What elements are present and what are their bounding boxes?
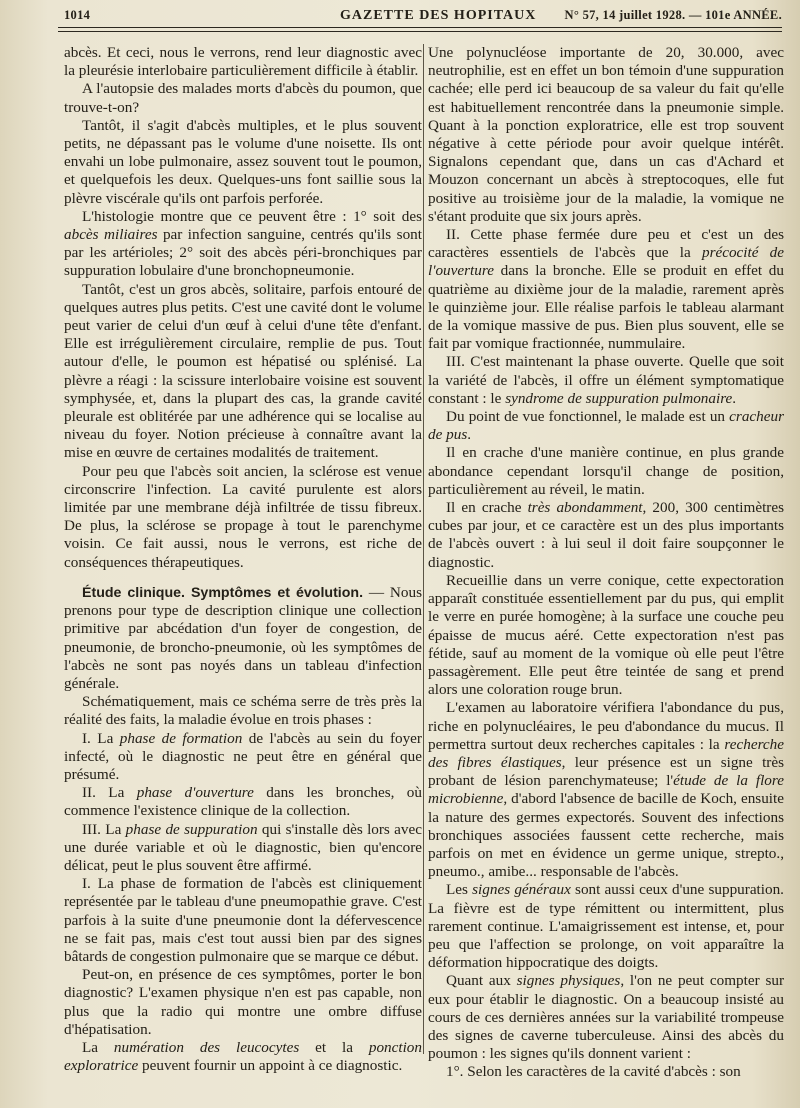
text-run: , 200, 300 centimètres cubes par jour, et ce caractère est un des plus importants de l'abcès ouvert : à lui seul il doit faire soupçonner le diagnostic. [428,499,784,571]
paragraph: Une polynucléose importante de 20, 30.000, avec neutrophilie, est en effet un bon témoin d'une suppuration cachée; elle perd ici beaucoup de sa valeur du fait qu'elle est habituellement rencontrée dans la pneumonie simple. Quant à la ponction exploratrice, elle est trop souvent négative à cette période pour avoir quelque intérêt. Signalons cependant que, dans un cas d'Achard et Mouzon concernant un abcès à streptocoques, elle fut positive au troisième jour de la maladie, la vomique ne s'étant produite que six jours après. [428,44,784,225]
italic-term: précocité de l'ouverture [428,244,784,280]
journal-title: GAZETTE DES HOPITAUX [340,8,537,23]
text-run: II. La [82,784,137,802]
text-run: — Nous prenons pour type de description clinique une collection primitive par abcédation d'un foyer de congestion, de pneumonie, de broncho-pneumonie, où les symptômes de l'abcès ne sont pas noyés dans un tableau d'infection générale. [64,583,422,692]
italic-term: phase de formation [119,729,243,747]
paragraph: Il en crache d'une manière continue, en plus grande abondance cependant lorsqu'il change de position, particulièrement au réveil, le matin. [428,444,784,498]
paragraph [428,699,784,881]
text-run: sont aussi ceux d'une suppuration. La fièvre est de type rémittent ou intermittent, plus rarement continue. L'amaigrissement est intense, et, pour peu que l'affection se prolonge, on voit apparaître la déformation hippocratique des doigts. [428,881,784,972]
column-divider [423,44,424,1054]
issue-info: N° 57, 14 juillet 1928. — 101e ANNÉE. [564,8,782,22]
italic-term: étude de la flore microbienne [428,772,784,808]
text-run: Il en crache [446,499,528,517]
paragraph [428,408,784,444]
paragraph: A l'autopsie des malades morts d'abcès du poumon, que trouve-t-on? [64,80,422,116]
running-head [64,8,782,28]
paragraph: I. La phase de formation de l'abcès est cliniquement représentée par le tableau d'une pneumopathie grave. C'est parfois à la suite d'une pneumonie dont la défervescence ne se fait pas, mais c'est tout aussi bien par des signes bâtards de congestion pulmonaire que se marque ce début. [64,875,422,965]
text-run: , d'abord l'absence de bacille de Koch, ensuite la nature des germes expectorés. Souvent des infections bronchiques associées faussent cette recherche, mais parfois on met en évidence un germe unique, strepto., pneumo., amibe... responsable de l'abcès. [428,790,784,881]
paragraph: 1°. Selon les caractères de la cavité d'abcès : son [446,1063,741,1081]
text-run: Du point de vue fonctionnel, le malade est un [446,408,730,426]
text-run: L'histologie montre que ce peuvent être : 1° soit des [82,207,422,225]
italic-term: recherche des fibres élastiques [428,735,784,771]
paragraph [428,226,784,353]
text-run: dans les bronches, où commence l'existence clinique de la collection. [64,784,422,820]
text-run: et la [299,1038,369,1056]
header-rule [58,27,782,32]
text-run: Quant aux [446,972,517,990]
italic-term: syndrome de suppuration pulmonaire [505,389,733,407]
paragraph: abcès. Et ceci, nous le verrons, rend leur diagnostic avec la pleurésie interlobaire particulièrement difficile à établir. [64,44,422,80]
italic-term: ponction exploratrice [64,1038,422,1075]
italic-term: phase d'ouverture [136,784,254,802]
text-run: qui s'installe dès lors avec une durée variable et où le diagnostic, bien qu'encore délicat, peut le plus souvent être affirmé. [64,820,422,874]
text-run: II. Cette phase fermée dure peu et c'est un des caractères essentiels de l'abcès que la [428,226,784,262]
text-run: , leur présence est un signe très probant de lésion parenchymateuse; l' [428,753,784,790]
paragraph [428,972,784,1063]
text-run: peuvent fournir un appoint à ce diagnostic. [138,1057,403,1075]
paragraph [64,730,422,785]
paragraph [64,208,422,281]
text-run: III. La [82,820,126,838]
left-column [64,44,422,1094]
paragraph: Recueillie dans un verre conique, cette expectoration apparaît constituée essentiellement par du pus, qui emplit le verre en purée homogène; à la surface une couche peu épaisse de mucus aéré. Cette expectoration n'est pas fétide, sauf au moment de la vomique où elle peut l'être passagèrement. Elle peut être teintée de sang et prend alors une coloration rouge brun. [428,571,784,699]
italic-term: phase de suppuration [125,820,258,838]
text-run: , l'on ne peut compter sur eux pour établir le diagnostic. On a beaucoup insisté au cours de ces dernières années sur la variabilité trompeuse des signes de caverne tuberculeuse. Ainsi des abcès du poumon : les signes qu'ils donnent varient : [428,972,784,1063]
text-run: . [732,389,737,407]
paragraph [64,1039,422,1075]
right-column [428,44,784,1094]
paragraph [428,881,784,972]
text-run: . [467,426,472,444]
paragraph: Peut-on, en présence de ces symptômes, porter le bon diagnostic? L'examen physique n'en est pas capable, non plus que la radio qui montre une ombre diffuse d'hépatisation. [64,966,422,1038]
italic-term: signes physiques [516,972,621,990]
text-run: L'examen au laboratoire vérifiera l'abondance du pus, riche en polynucléaires, le peu d'abondance du mucus. Il permettra surtout deux recherches capitales : la [428,699,784,753]
text-run: dans la bronche. Elle se produit en effet du quatrième au dixième jour de la maladie, rarement après le quinzième jour. Elle réalise parfois le tableau alarmant de la vomique massive de pus. Bien plus souvent, elle se fait par vomique fractionnée, nummulaire. [428,262,784,353]
page-number: 1014 [64,8,91,22]
section-heading: Étude clinique. Symptômes et évolution. [82,584,364,601]
italic-term: abcès miliaires [64,226,158,244]
text-run: La [82,1038,114,1056]
paragraph: Tantôt, c'est un gros abcès, solitaire, parfois entouré de quelques autres plus petits. C'est une cavité dont le volume peut varier de celui d'un œuf à celui d'une tête d'enfant. Elle est irrégulièrement circulaire, remplie de pus. Tout autour d'elle, le poumon est hépatisé ou splénisé. La plèvre a réagi : la scissure interlobaire voisine est souvent symphysée, et, dans la plupart des cas, la grande cavité pleurale est oblitérée par une adhérence qui se localise au niveau du foyer. Notion précieuse à connaître avant la mise en œuvre de certaines modalités de traitement. [64,280,422,462]
text-run: I. La [82,729,120,747]
italic-term: numération des leucocytes [113,1038,300,1056]
paragraph: Tantôt, il s'agit d'abcès multiples, et le plus souvent petits, ne dépassant pas le volume d'une noisette. Ils ont envahi un lobe pulmonaire, assez souvent tout le poumon, et quelquefois les deux. Quelques-uns font saillie sous la plèvre viscérale qu'ils ont parfois perforée. [64,116,422,207]
text-run: Les [446,881,473,899]
paragraph: Schématiquement, mais ce schéma serre de très près la réalité des faits, la maladie évolue en trois phases : [64,693,422,729]
italic-term: signes généraux [472,881,571,899]
paragraph: Pour peu que l'abcès soit ancien, la sclérose est venue circonscrire l'infection. La cavité purulente est alors limitée par une membrane déjà infiltrée de tissu fibreux. De plus, la sclérose se propage à tout le parenchyme voisin. Ce fait aussi, nous le verrons, est riche de conséquences thérapeutiques. [64,462,422,571]
paragraph [428,353,784,408]
paragraph [428,499,784,572]
paragraph [64,784,422,820]
section-paragraph [64,584,422,693]
text-run: par infection sanguine, centrés qu'ils sont par les artérioles; 2° soit des abcès péri-bronchiques par suppuration lobulaire d'une bronchopneumonie. [64,226,422,280]
text-run: III. C'est maintenant la phase ouverte. Quelle que soit la variété de l'abcès, il offre un élément symptomatique constant : le [428,353,784,407]
italic-term: cracheur de pus [428,408,784,444]
paragraph [64,821,422,876]
italic-term: très abondamment [527,499,643,517]
text-run: de l'abcès au sein du foyer infecté, où le diagnostic ne peut être en général que présumé. [64,729,422,783]
